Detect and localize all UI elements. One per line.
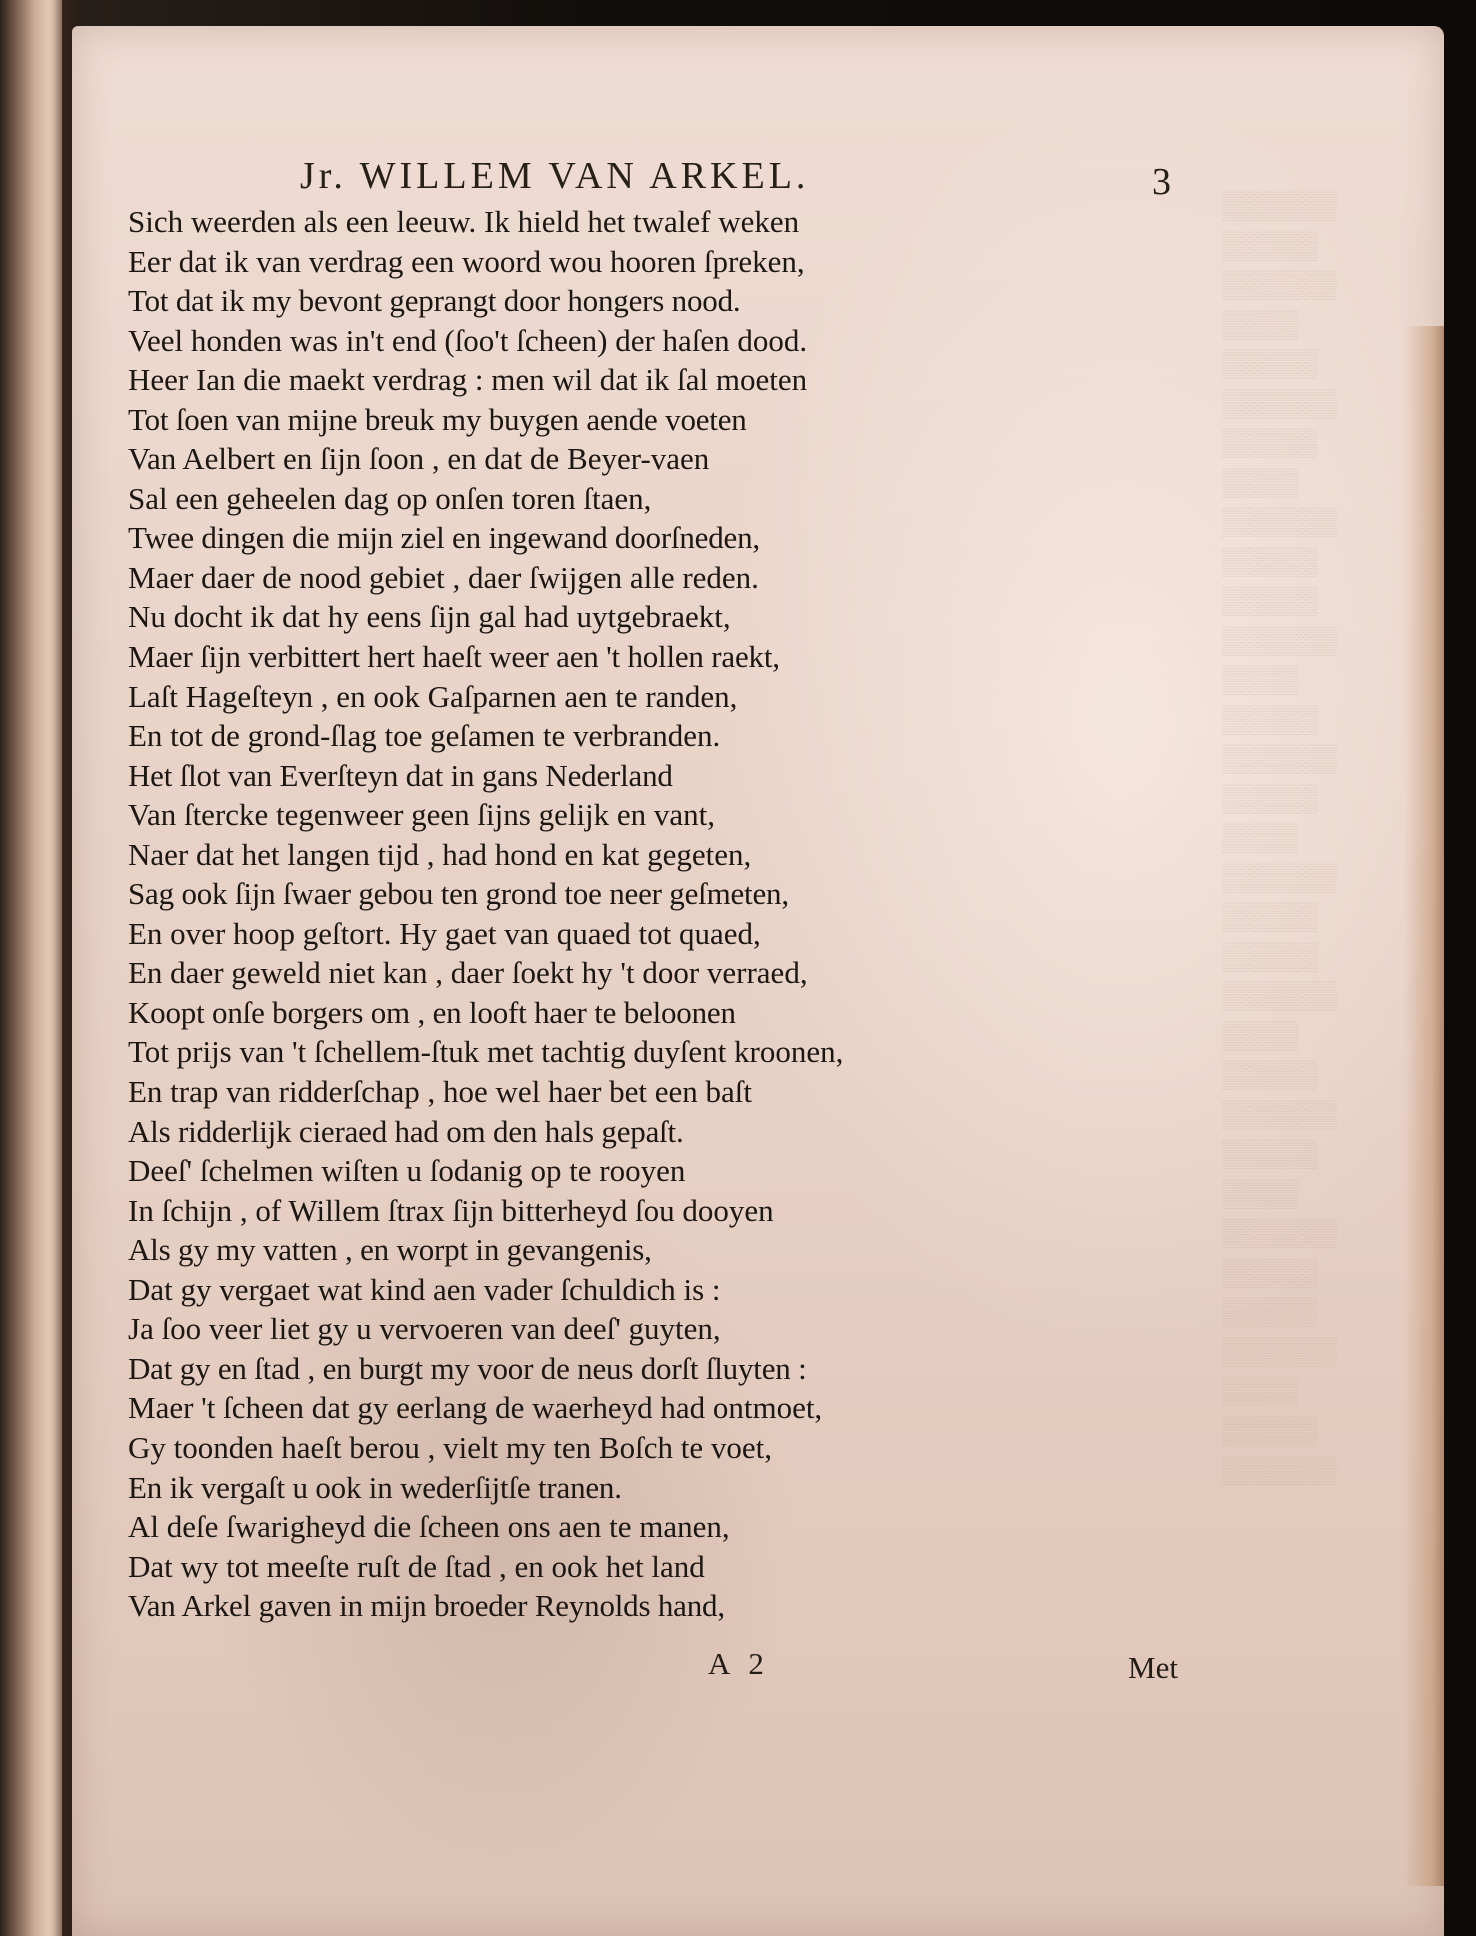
verse-line: Maer daer de nood gebiet , daer ſwijgen alle reden. (128, 559, 759, 595)
poem-text-block (128, 202, 1188, 1626)
page-number: 3 (1152, 161, 1171, 203)
verse-line: Koopt onſe borgers om , en looft haer te beloonen (128, 994, 736, 1030)
running-title: Jr. WILLEM VAN ARKEL. (300, 155, 810, 197)
verse-line: Dat gy en ſtad , en burgt my voor de neus dorſt ſluyten : (128, 1350, 807, 1386)
book-spine (0, 0, 62, 1936)
verse-line: Dat wy tot meeſte ruſt de ſtad , en ook het land (128, 1548, 705, 1584)
book-page (72, 26, 1444, 1936)
verse-line: En tot de grond-ſlag toe geſamen te verbranden. (128, 718, 721, 754)
verse-line: Eer dat ik van verdrag een woord wou hooren ſpreken, (128, 243, 805, 279)
verse-line: Van Aelbert en ſijn ſoon , en dat de Beyer-vaen (128, 441, 710, 477)
verse-line: Sich weerden als een leeuw. Ik hield het twalef weken (128, 204, 800, 239)
verse-line: Maer 't ſcheen dat gy eerlang de waerheyd had ontmoet, (128, 1390, 823, 1426)
verse-line: Deeſ' ſchelmen wiſten u ſodanig op te rooyen (128, 1153, 686, 1189)
verse-line: Als gy my vatten , en worpt in gevangenis, (128, 1232, 652, 1268)
verse-line: Het ſlot van Everſteyn dat in gans Nederland (128, 757, 673, 793)
verse-line: En daer geweld niet kan , daer ſoekt hy 't door verraed, (128, 955, 808, 991)
verse-line: Veel honden was in't end (ſoo't ſcheen) der haſen dood. (128, 322, 808, 358)
verse-line: Tot prijs van 't ſchellem-ſtuk met tachtig duyſent kroonen, (128, 1034, 844, 1070)
show-through-text: ▒▒▒▒▒▒ ▒▒▒▒▒ ▒▒▒▒▒▒ ▒▒▒▒ ▒▒▒▒▒ ▒▒▒▒▒▒ ▒▒▒▒▒ ▒▒▒▒ ▒▒▒▒▒▒ ▒▒▒▒▒ ▒▒▒▒▒ ▒▒▒▒▒▒ ▒▒▒▒ ▒▒▒▒▒ ▒▒▒▒▒▒ ▒▒▒▒▒ ▒▒▒▒ ▒▒▒▒▒▒ ▒▒▒▒▒ ▒▒▒▒▒ ▒▒▒▒▒▒ ▒▒▒▒ ▒▒▒▒▒ ▒▒▒▒▒▒ ▒▒▒▒▒ ▒▒▒▒ ▒▒▒▒▒▒ ▒▒▒▒▒ ▒▒▒▒▒ ▒▒▒▒▒▒ ▒▒▒▒ ▒▒▒▒▒ ▒▒▒▒▒▒ (1222, 190, 1337, 1484)
catchword: Met (1128, 1650, 1178, 1685)
verse-line: Dat gy vergaet wat kind aen vader ſchuldich is : (128, 1271, 721, 1307)
verse-line: Heer Ian die maekt verdrag : men wil dat ik ſal moeten (128, 362, 808, 398)
page-header (72, 154, 1444, 204)
verse-line: Nu docht ik dat hy eens ſijn gal had uytgebraekt, (128, 599, 731, 635)
verse-line: Gy toonden haeſt berou , vielt my ten Boſch te voet, (128, 1429, 772, 1465)
verse-line: Naer dat het langen tijd , had hond en kat gegeten, (128, 836, 752, 872)
verse-line: Sal een geheelen dag op onſen toren ſtaen, (128, 480, 652, 516)
verse-line: En over hoop geſtort. Hy gaet van quaed tot quaed, (128, 915, 761, 951)
verse-line: Tot dat ik my bevont geprangt door hongers nood. (128, 283, 741, 319)
verse-line: En ik vergaſt u ook in wederſijtſe tranen. (128, 1469, 622, 1505)
verse-line: Van Arkel gaven in mijn broeder Reynolds hand, (128, 1588, 725, 1624)
signature-mark: A 2 (708, 1646, 770, 1681)
verse-line: Sag ook ſijn ſwaer gebou ten grond toe neer geſmeten, (128, 876, 789, 912)
verse-line: Van ſtercke tegenweer geen ſijns gelijk en vant, (128, 797, 716, 833)
page-footer (72, 1646, 1444, 1690)
verse-line: Twee dingen die mijn ziel en ingewand doorſneden, (128, 520, 760, 556)
verse-line: Maer ſijn verbittert hert haeſt weer aen 't hollen raekt, (128, 639, 780, 675)
verse-line: Ja ſoo veer liet gy u vervoeren van deeſ' guyten, (128, 1311, 721, 1347)
verse-line: En trap van ridderſchap , hoe wel haer bet een baſt (128, 1074, 753, 1110)
verse-line: In ſchijn , of Willem ſtrax ſijn bitterheyd ſou dooyen (128, 1192, 774, 1228)
verse-line: Laſt Hageſteyn , en ook Gaſparnen aen te randen, (128, 678, 738, 714)
verse-line: Tot ſoen van mijne breuk my buygen aende voeten (128, 401, 747, 437)
verse-line: Al deſe ſwarigheyd die ſcheen ons aen te manen, (128, 1509, 730, 1545)
verse-line: Als ridderlijk cieraed had om den hals gepaſt. (128, 1113, 684, 1149)
